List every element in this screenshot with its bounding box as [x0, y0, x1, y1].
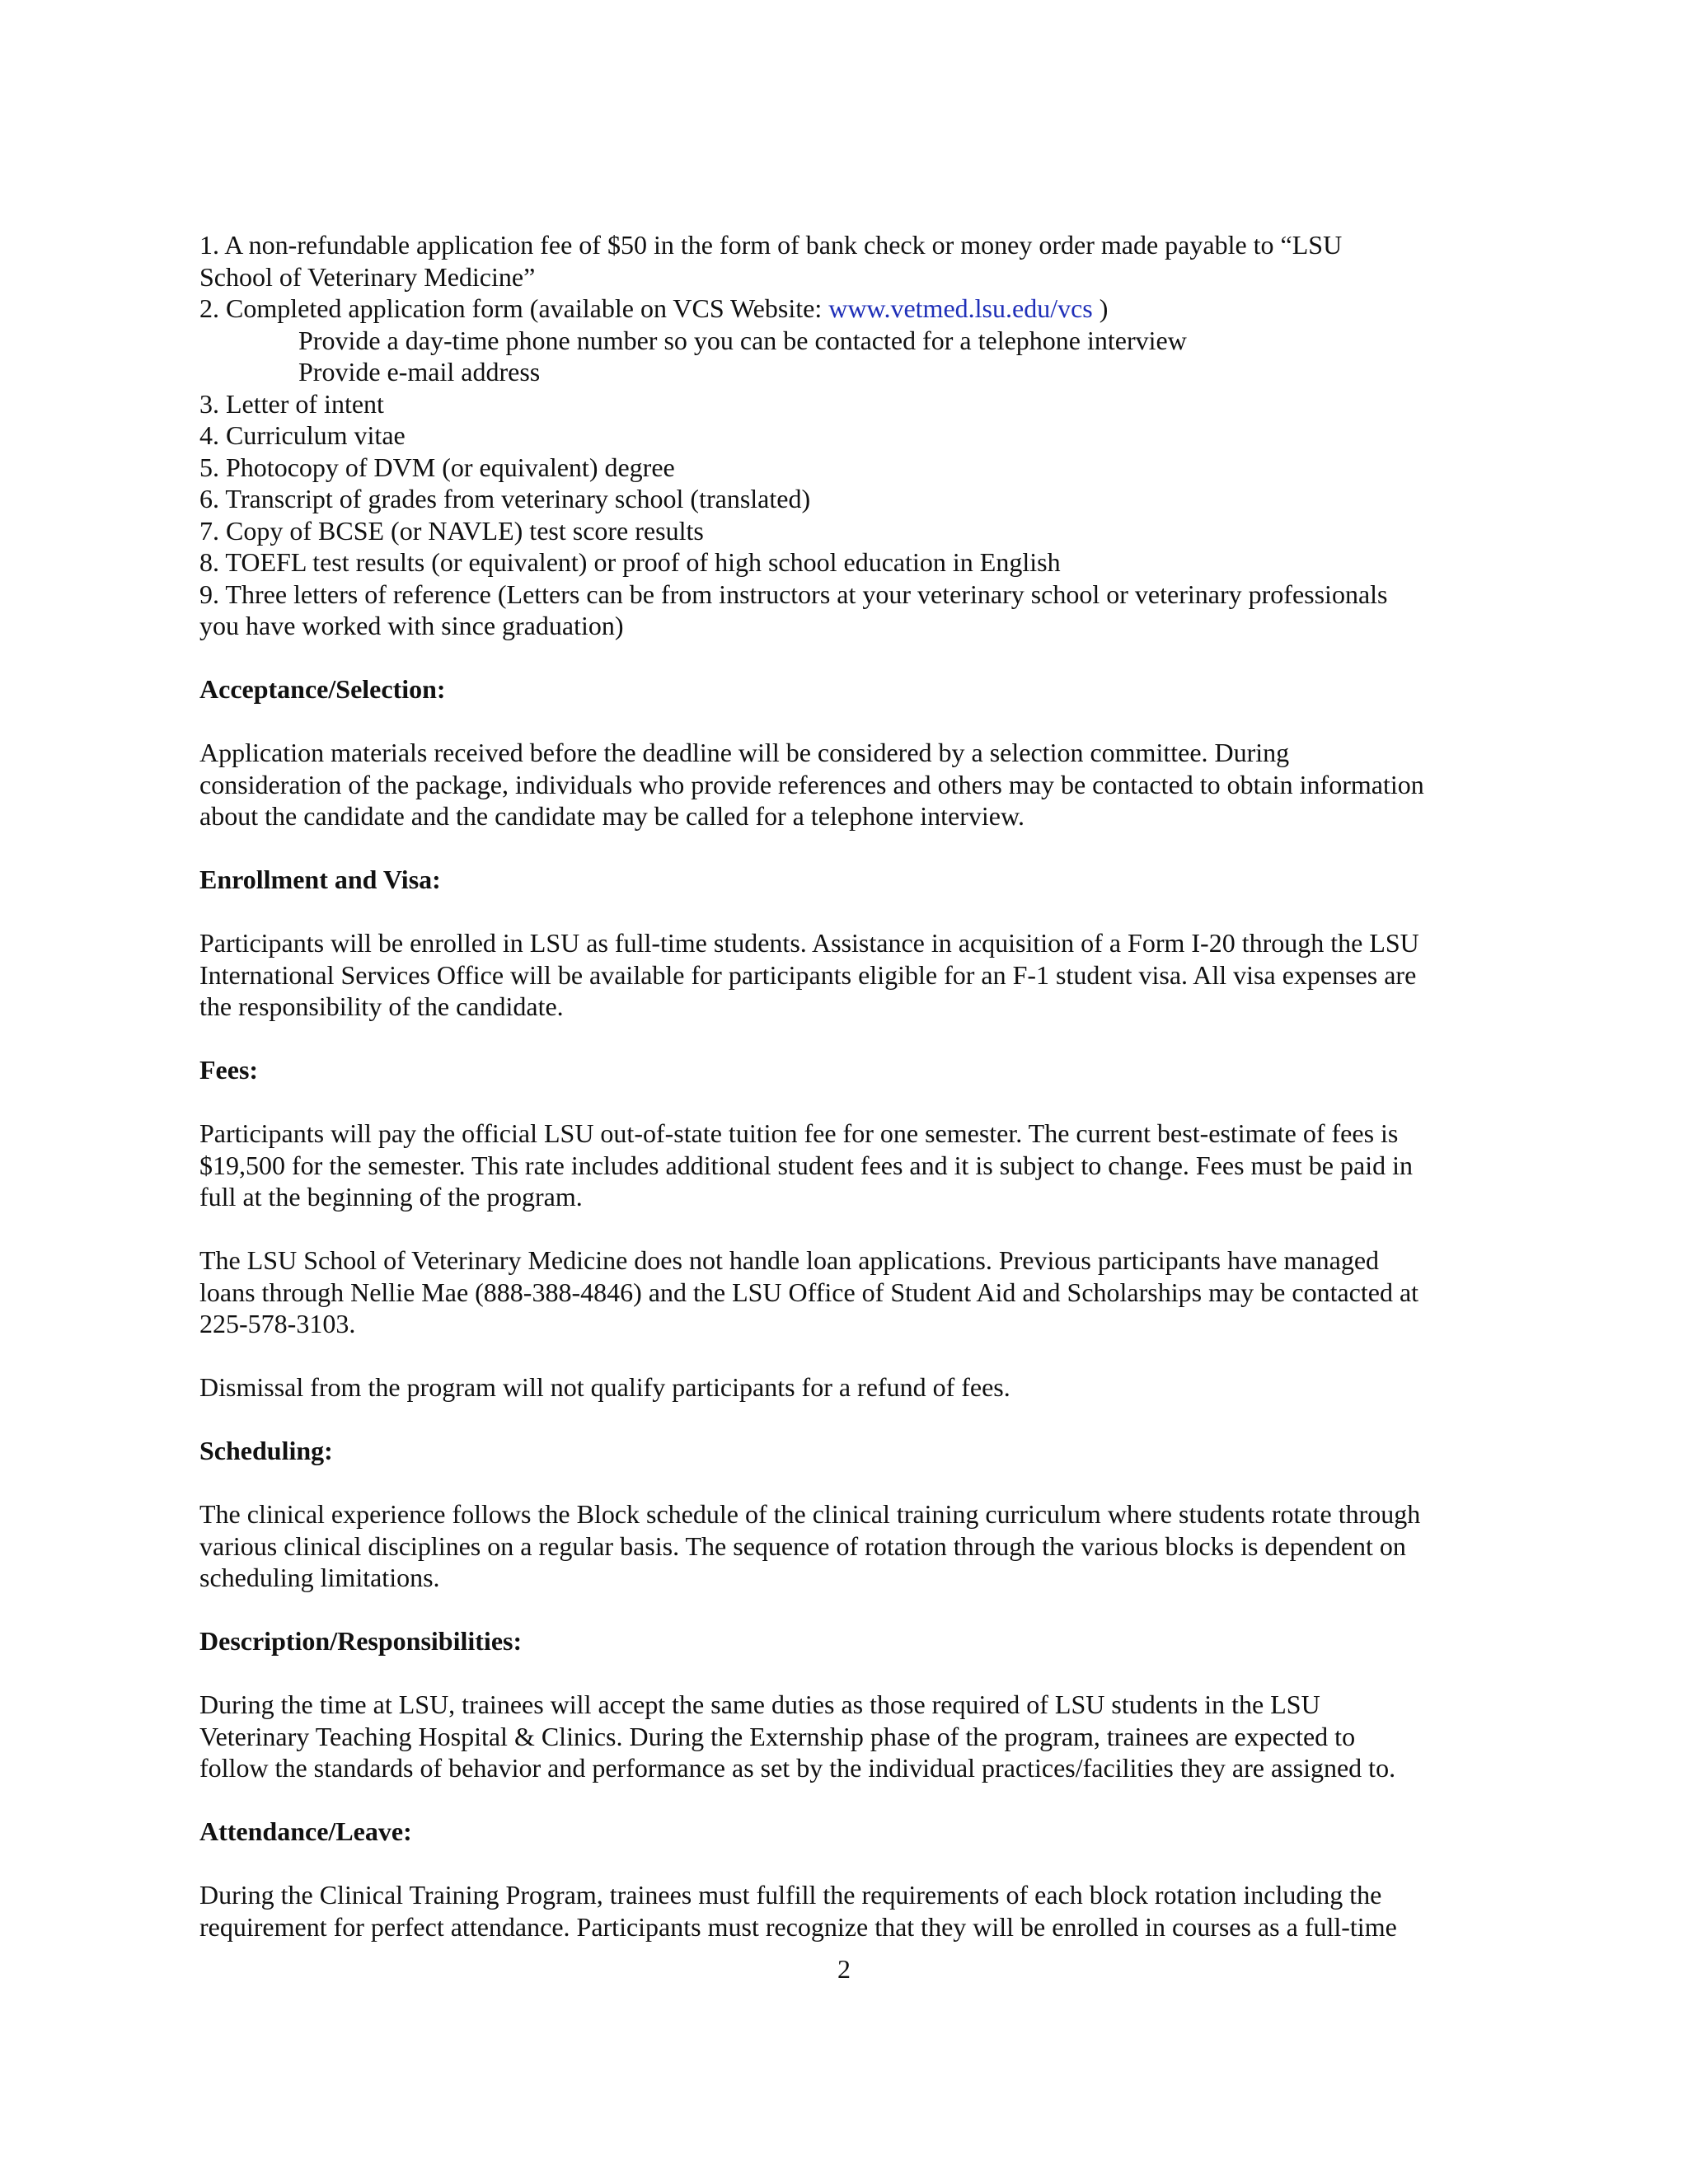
scheduling-heading: Scheduling: — [199, 1436, 333, 1465]
enrollment-line-2: International Services Office will be available for participants eligible for an F-1 student visa. All visa expenses are — [199, 959, 1417, 990]
list-item-3: 3. Letter of intent — [199, 388, 384, 419]
attendance-paragraph — [199, 1879, 1502, 1943]
description-heading: Description/Responsibilities: — [199, 1626, 523, 1656]
fees-p2-line-2: loans through Nellie Mae (888-388-4846) and the LSU Office of Student Aid and Scholarships may be contacted at — [199, 1277, 1419, 1307]
list-item-1-line-1: 1. A non-refundable application fee of $50 in the form of bank check or money order made payable to “LSU — [199, 230, 1343, 260]
list-item-2-text: 2. Completed application form (available on VCS Website: — [199, 293, 829, 323]
vcs-website-link[interactable]: www.vetmed.lsu.edu/vcs — [828, 293, 1093, 323]
page-number: 2 — [837, 1954, 851, 1984]
description-line-2: Veterinary Teaching Hospital & Clinics. During the Externship phase of the program, trainees are expected to — [199, 1721, 1356, 1751]
list-item-2-sub-phone: Provide a day-time phone number so you can be contacted for a telephone interview — [298, 325, 1187, 355]
fees-heading: Fees: — [199, 1055, 259, 1085]
attendance-line-2: requirement for perfect attendance. Participants must recognize that they will be enrolled in courses as a full-time — [199, 1911, 1397, 1942]
scheduling-paragraph — [199, 1498, 1502, 1594]
fees-p2-line-1: The LSU School of Veterinary Medicine does not handle loan applications. Previous participants have managed — [199, 1245, 1380, 1275]
list-item-2 — [199, 293, 1502, 325]
fees-p1-line-3: full at the beginning of the program. — [199, 1182, 583, 1212]
description-line-3: follow the standards of behavior and performance as set by the individual practices/facilities they are assigned to. — [199, 1753, 1396, 1783]
fees-p1-line-1: Participants will pay the official LSU out-of-state tuition fee for one semester. The current best-estimate of fees is — [199, 1118, 1399, 1148]
list-item-7: 7. Copy of BCSE (or NAVLE) test score results — [199, 515, 704, 546]
acceptance-paragraph — [199, 737, 1502, 832]
fees-p1-line-2: $19,500 for the semester. This rate includes additional student fees and it is subject to change. Fees must be paid in — [199, 1150, 1413, 1180]
list-item-6: 6. Transcript of grades from veterinary school (translated) — [199, 484, 811, 513]
acceptance-line-2: consideration of the package, individuals who provide references and others may be contacted to obtain information — [199, 769, 1424, 799]
list-item-9-line-1: 9. Three letters of reference (Letters can be from instructors at your veterinary school or veterinary professionals — [199, 579, 1388, 609]
list-item-9-line-2: you have worked with since graduation) — [199, 611, 624, 640]
description-paragraph — [199, 1689, 1502, 1784]
enrollment-paragraph — [199, 927, 1502, 1023]
attendance-line-1: During the Clinical Training Program, trainees must fulfill the requirements of each block rotation including the — [199, 1880, 1382, 1910]
fees-paragraph-3: Dismissal from the program will not qualify participants for a refund of fees. — [199, 1372, 1010, 1402]
list-item-2-end: ) — [1092, 293, 1109, 323]
list-item-2-sub-email: Provide e-mail address — [298, 357, 541, 387]
fees-p2-line-3: 225-578-3103. — [199, 1309, 356, 1338]
list-item-5: 5. Photocopy of DVM (or equivalent) degree — [199, 452, 675, 482]
document-body — [199, 229, 1502, 1943]
fees-paragraph-2 — [199, 1244, 1502, 1340]
list-item-8: 8. TOEFL test results (or equivalent) or proof of high school education in English — [199, 547, 1061, 577]
requirements-list — [199, 229, 1502, 642]
attendance-heading: Attendance/Leave: — [199, 1816, 412, 1846]
enrollment-line-1: Participants will be enrolled in LSU as full-time students. Assistance in acquisition of a Form I-20 through the LSU — [199, 928, 1419, 958]
scheduling-line-1: The clinical experience follows the Block schedule of the clinical training curriculum where students rotate through — [199, 1499, 1421, 1529]
enrollment-heading: Enrollment and Visa: — [199, 865, 441, 894]
list-item-4: 4. Curriculum vitae — [199, 420, 406, 450]
scheduling-line-3: scheduling limitations. — [199, 1563, 440, 1592]
description-line-1: During the time at LSU, trainees will accept the same duties as those required of LSU students in the LSU — [199, 1690, 1320, 1719]
scheduling-line-2: various clinical disciplines on a regular basis. The sequence of rotation through the various blocks is dependent on — [199, 1530, 1406, 1561]
acceptance-line-3: about the candidate and the candidate may be called for a telephone interview. — [199, 801, 1025, 831]
acceptance-heading: Acceptance/Selection: — [199, 674, 446, 704]
fees-paragraph-1 — [199, 1118, 1502, 1213]
list-item-1-line-2: School of Veterinary Medicine” — [199, 261, 536, 292]
enrollment-line-3: the responsibility of the candidate. — [199, 991, 564, 1021]
acceptance-line-1: Application materials received before the deadline will be considered by a selection committee. During — [199, 738, 1290, 767]
